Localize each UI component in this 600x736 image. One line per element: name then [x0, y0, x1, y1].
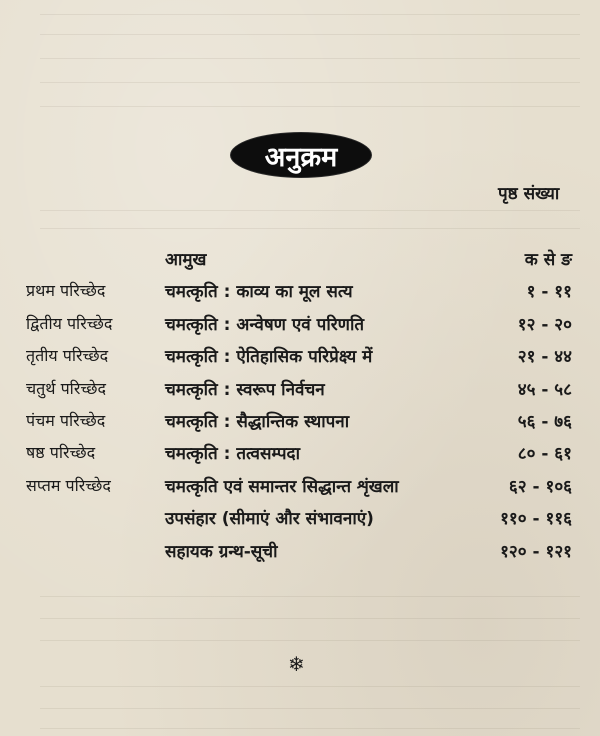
toc-row-bibliography[interactable]	[0, 535, 600, 567]
toc-entry-title: चमत्कृति : काव्य का मूल सत्य	[165, 282, 353, 303]
toc-entry-title: सहायक ग्रन्थ-सूची	[165, 541, 278, 562]
toc-entry-title: उपसंहार (सीमाएं और संभावनाएं)	[165, 509, 374, 530]
toc-page-range: ५६ - ७६	[517, 411, 572, 432]
toc-chapter-label: प्रथम परिच्छेद	[26, 281, 106, 301]
toc-entry-title: चमत्कृति : तत्वसम्पदा	[165, 444, 300, 465]
toc-page-range: ६२ - १०६	[508, 476, 572, 497]
toc-entry-title: आमुख	[165, 250, 207, 270]
toc-entry-title: चमत्कृति : ऐतिहासिक परिप्रेक्ष्य में	[165, 347, 373, 368]
toc-page-range: ११० - ११६	[500, 509, 572, 530]
toc-chapter-label: षष्ठ परिच्छेद	[26, 443, 96, 463]
toc-chapter-label: चतुर्थ परिच्छेद	[26, 378, 106, 398]
toc-chapter-label: तृतीय परिच्छेद	[26, 346, 109, 366]
toc-row-chapter-1[interactable]	[0, 275, 600, 307]
snowflake-ornament-icon: ❄	[288, 652, 305, 676]
toc-entry-title: चमत्कृति : सैद्धान्तिक स्थापना	[165, 411, 350, 432]
toc-chapter-label: सप्तम परिच्छेद	[26, 475, 111, 495]
toc-row-chapter-5[interactable]	[0, 405, 600, 437]
toc-page-range: १ - ११	[526, 282, 572, 303]
table-of-contents	[0, 243, 600, 567]
toc-page-range: ४५ - ५८	[517, 379, 572, 400]
toc-chapter-label: द्वितीय परिच्छेद	[26, 313, 113, 333]
toc-page-range: २१ - ४४	[517, 347, 572, 368]
toc-row-preface[interactable]	[0, 243, 600, 275]
toc-row-chapter-7[interactable]	[0, 470, 600, 502]
toc-entry-title: चमत्कृति एवं समान्तर सिद्धान्त शृंखला	[165, 476, 399, 497]
toc-chapter-label: पंचम परिच्छेद	[26, 410, 106, 430]
toc-row-chapter-2[interactable]	[0, 308, 600, 340]
toc-row-conclusion[interactable]	[0, 502, 600, 534]
contents-heading: अनुक्रम	[231, 133, 371, 177]
toc-entry-title: चमत्कृति : अन्वेषण एवं परिणति	[165, 314, 365, 335]
toc-page-range: क से ङ	[524, 250, 572, 270]
toc-row-chapter-4[interactable]	[0, 373, 600, 405]
page-number-column-header: पृष्ठ संख्या	[498, 184, 560, 204]
toc-row-chapter-3[interactable]	[0, 340, 600, 372]
toc-entry-title: चमत्कृति : स्वरूप निर्वचन	[165, 379, 325, 400]
toc-row-chapter-6[interactable]	[0, 437, 600, 469]
toc-page-range: १२० - १२१	[500, 541, 572, 562]
toc-page-range: १२ - २०	[517, 314, 572, 335]
toc-page-range: ८० - ६१	[517, 444, 572, 465]
